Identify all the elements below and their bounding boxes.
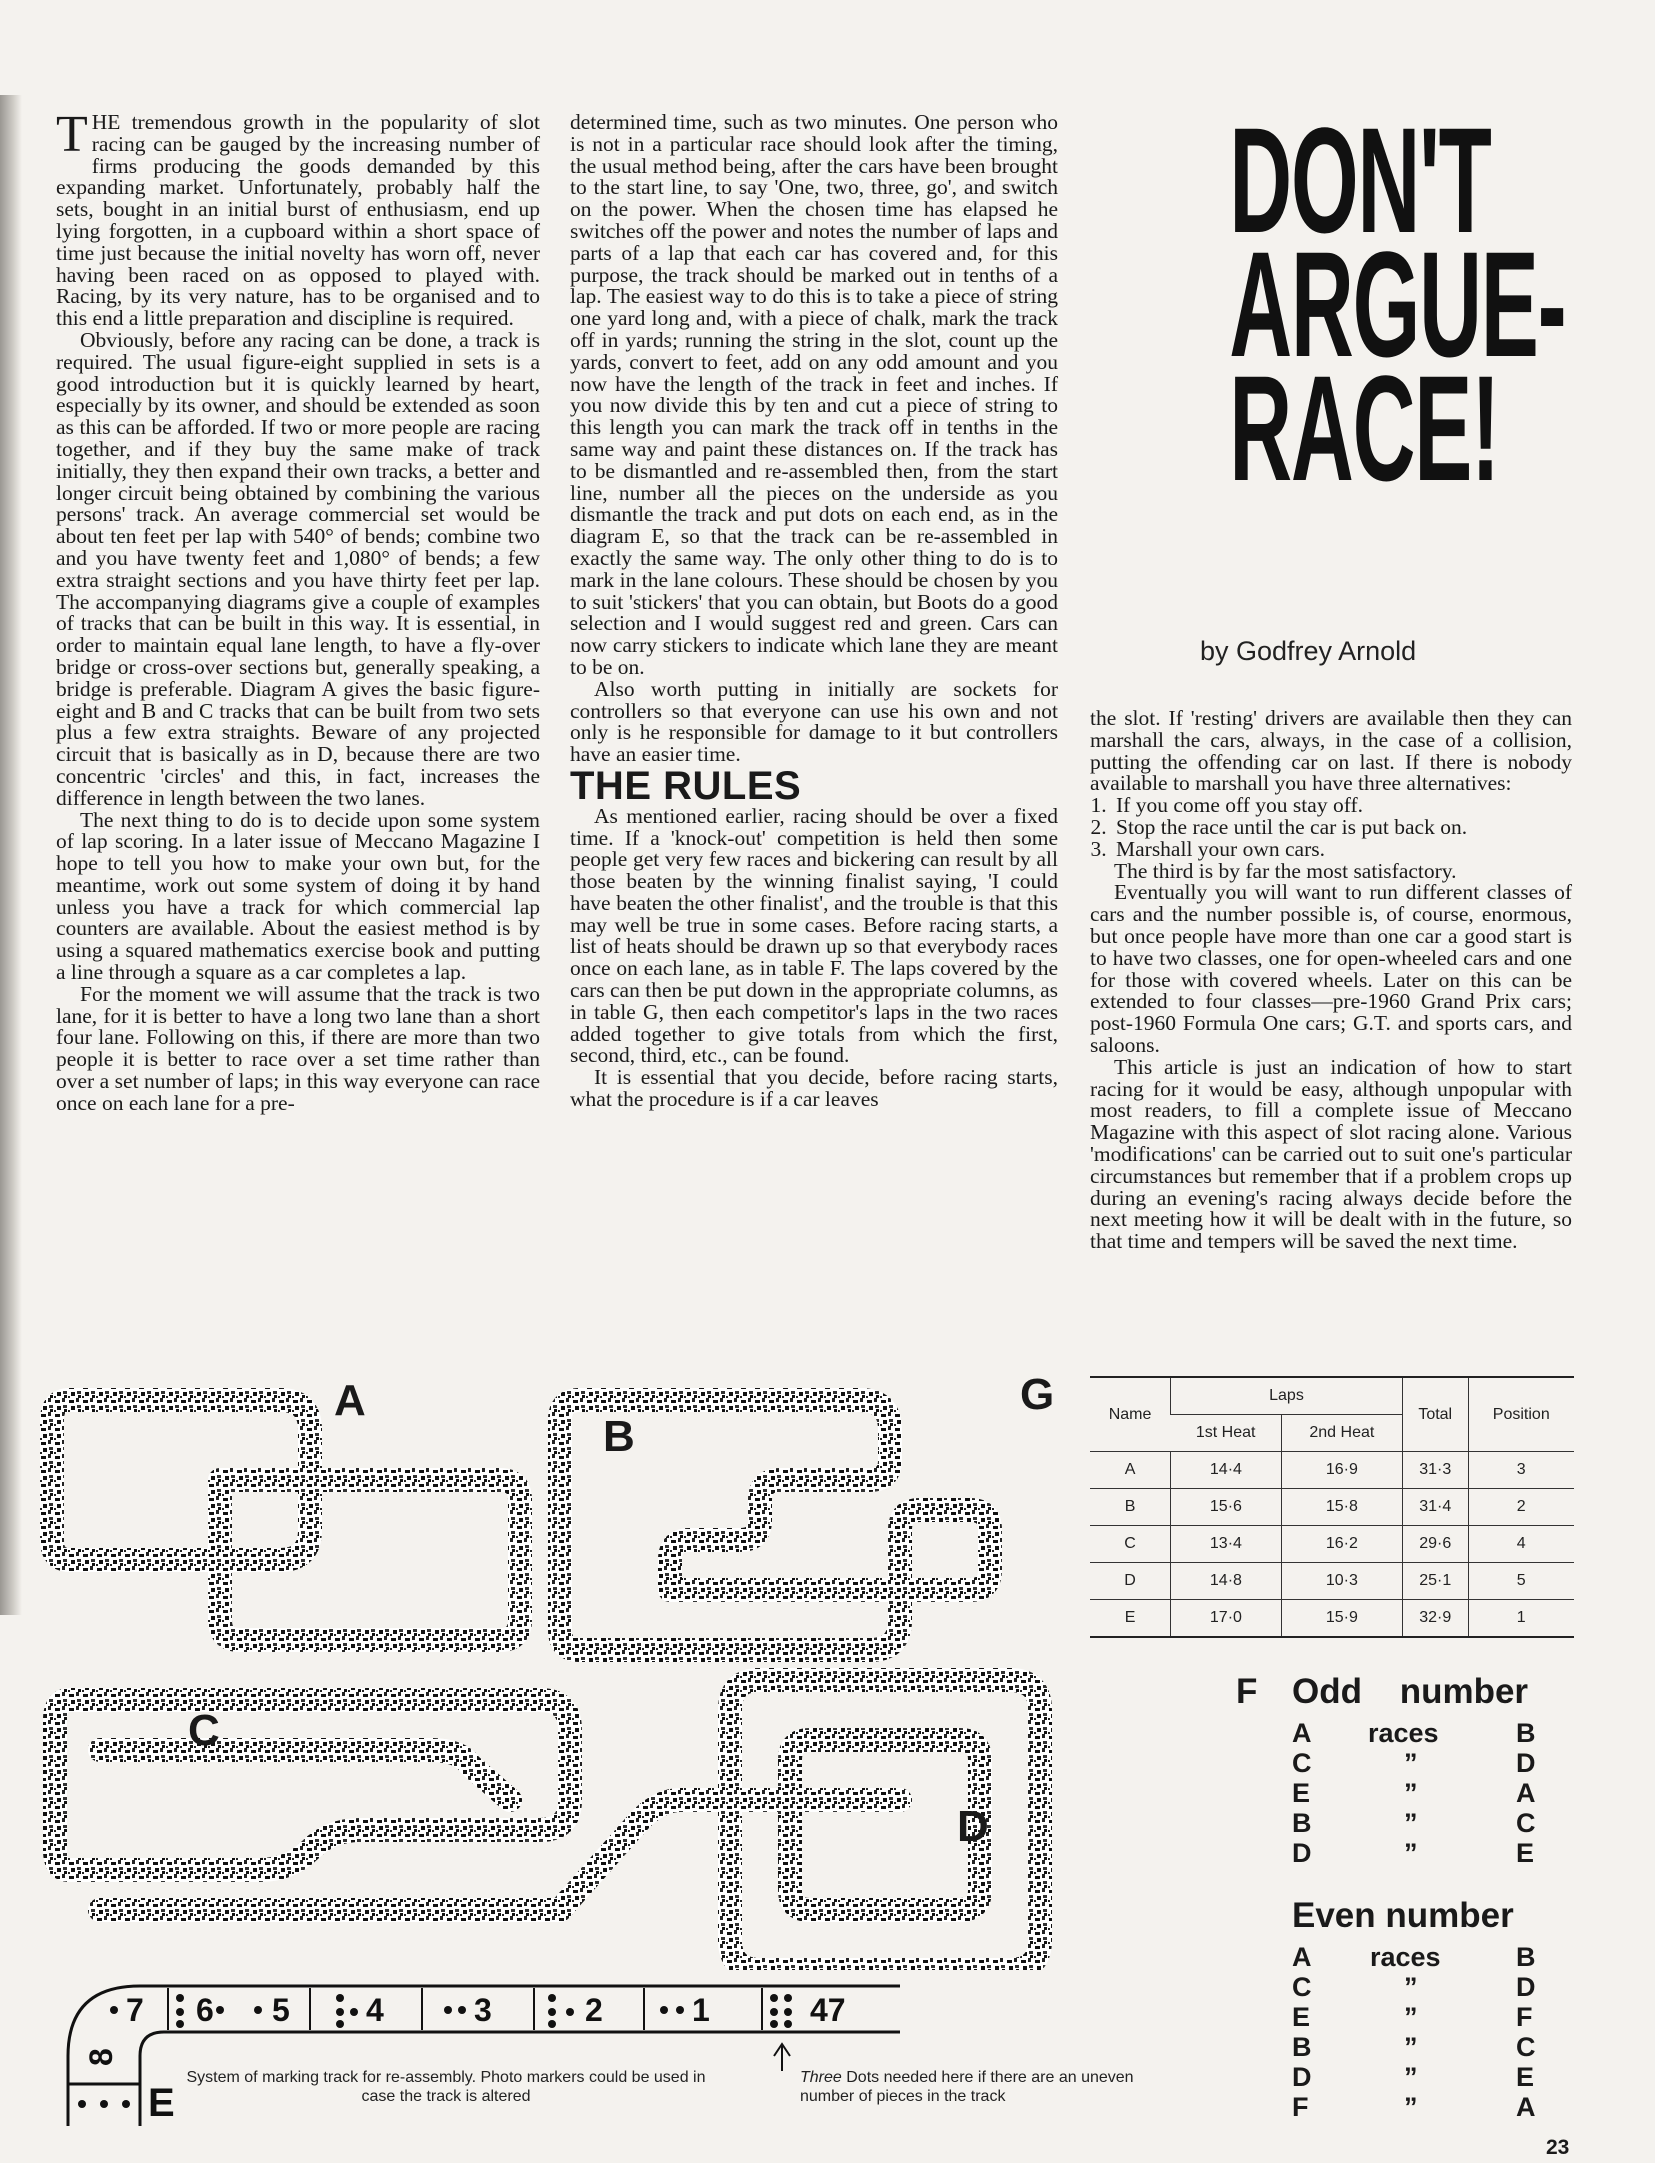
track-c-inner	[100, 1750, 510, 1800]
drop-cap: T	[56, 106, 88, 163]
text-column-1	[56, 106, 540, 1115]
diagram-label-d: D	[957, 1802, 989, 1851]
byline: by Godfrey Arnold	[1200, 636, 1417, 666]
table-row: E 17·0 15·9 32·9 1	[1090, 1600, 1574, 1638]
col-header-total: Total	[1402, 1377, 1468, 1452]
paragraph: This article is just an indication of how to start racing for it would be easy, although unpopular with most readers, to fill a complete issue of Meccano Magazine with this aspect of slot racing alone. Various 'modifications' can be carried out to suit one's particular circumstances but remember that if a problem crops up during an evening's racing always decide before the next meeting how it will be dealt with in the future, so that time and tempers will be saved the next time.	[1090, 1054, 1572, 1254]
col-header-laps: Laps	[1171, 1377, 1403, 1415]
track-d-inner	[790, 1740, 980, 1910]
diagram-label-a: A	[334, 1376, 366, 1425]
paragraph: the slot. If 'resting' drivers are available then they can marshall the cars, always, in the case of a collision, putting the offending car on last. If there is nobody available to marshall you have three alternatives:	[1090, 706, 1572, 796]
text-column-2	[570, 112, 1058, 1111]
diagram-e-caption-left: System of marking track for re-assembly. Photo markers could be used in case the track is altered	[186, 2069, 706, 2105]
arrow-up-icon	[774, 2044, 790, 2071]
title-line: ARGUE-	[1229, 220, 1566, 388]
diagram-label-g: G	[1020, 1370, 1055, 1419]
list-item: 2. Stop the race until the car is put back on.	[1112, 817, 1572, 839]
marker-1: 1	[692, 1992, 710, 2028]
page-edge-shadow	[0, 95, 22, 1615]
marker-47: 47	[810, 1992, 846, 2028]
paragraph: The next thing to do is to decide upon some system of lap scoring. In a later issue of Meccano Magazine I hope to tell you how to make your own but, for the meantime, work out some system of doing it by hand unless you have a track for which commercial lap counters are available. About the easiest method is by using a squared mathematics exercise book and putting a line through a square as a car completes a lap.	[56, 807, 540, 985]
heat-list-heading: Even number	[1292, 1896, 1514, 1935]
col-header-heat1: 1st Heat	[1171, 1415, 1282, 1452]
table-row: D 14·8 10·3 25·1 5	[1090, 1563, 1574, 1600]
diagram-label-f: F	[1236, 1672, 1258, 1711]
marker-4: 4	[366, 1992, 384, 2028]
paragraph: determined time, such as two minutes. One person who is not in a particular race should look after the timing, the usual method being, after the cars have been brought to the start line, to say 'One, two, three, go', and switch on the power. When the chosen time has elapsed he switches off the power and notes the number of laps and parts of a lap that each car has covered and, for this purpose, the track should be marked out in tenths of a lap. The easiest way to do this is to take a piece of string one yard long and, with a piece of chalk, mark the track off in yards; running the string in the slot, count up the yards, convert to feet, add on any odd amount and you now have the length of the track in feet and inches. If you now divide this by ten and cut a piece of string to this length you can mark the track off in tenths in the same way and paint these distances on. If the track has to be dismantled and re-assembled then, from the start line, number all the pieces on the underside as you dismantle the track and put dots on each end, as in the diagram E, so that the track can be re-assembled in exactly the same way. The only other thing to do is to mark in the lane colours. These should be chosen by you to suit 'stickers' that you can obtain, but Boots do a good selection and I would suggest red and green. Cars can now carry stickers to indicate which lane they are meant to be on.	[570, 110, 1058, 679]
text-column-3	[1090, 708, 1572, 1253]
paragraph: Also worth putting in initially are sockets for controllers so that everyone can use his own and not only is he responsible for damage to it but controllers have an easier time.	[570, 676, 1058, 767]
section-heading: THE RULES	[570, 763, 802, 808]
paragraph: As mentioned earlier, racing should be over a fixed time. If a 'knock-out' competition is held then some people get very few races and bickering can result by all those beaten by the winning finalist saying, 'I could have beaten the other finalist', and the trouble is that this may well be true in some cases. Before racing starts, a list of heats should be drawn up so that everybody races once on each lane, as in table F. The laps covered by the cars can then be put down in the appropriate columns, as in table G, then each competitor's laps in the two races added together to give totals from which the first, second, third, etc., can be found.	[570, 803, 1058, 1068]
col-header-name: Name	[1090, 1377, 1171, 1452]
marker-7: 7	[126, 1992, 144, 2028]
marker-8: 8	[83, 2048, 119, 2066]
diagram-label-c: C	[188, 1706, 220, 1755]
table-row: B 15·6 15·8 31·4 2	[1090, 1489, 1574, 1526]
title-line: RACE!	[1229, 344, 1499, 512]
paragraph: Obviously, before any racing can be done, a track is required. The usual figure-eight supplied in sets is a good introduction but it is quickly learned by heart, especially by its owner, and should be extended as soon as this can be afforded. If two or more people are racing together, and if they buy the same make of track initially, they then expand their own tracks, a better and longer circuit being obtained by combining the various persons' track. An average commercial set would be about ten feet per lap with 540° of bends; combine two and you have twenty feet and 1,080° of bends; a few extra straight sections and you have thirty feet per lap. The accompanying diagrams give a couple of examples of tracks that can be built in this way. It is essential, in order to maintain equal lane length, to have a fly-over bridge or cross-over sections but, generally speaking, a bridge is preferable. Diagram A gives the basic figure-eight and B and C tracks that can be built from two sets plus a few extra straights. Beware of any projected circuit that is basically as in D, because there are two concentric 'circles' and this, in fact, increases the difference in length between the two lanes.	[56, 327, 540, 810]
list-item: 3. Marshall your own cars.	[1112, 839, 1572, 861]
paragraph: It is essential that you decide, before racing starts, what the procedure is if a car leaves	[570, 1065, 1058, 1112]
col-header-position: Position	[1468, 1377, 1574, 1452]
marker-2: 2	[585, 1992, 603, 2028]
table-row: C 13·4 16·2 29·6 4	[1090, 1526, 1574, 1563]
diagram-label-e: E	[148, 2081, 175, 2125]
track-d	[730, 1680, 1040, 1970]
marker-3: 3	[474, 1992, 492, 2028]
paragraph: Eventually you will want to run different classes of cars and the number possible is, of course, enormous, but once people have more than one car a good start is to have two classes, one for open-wheeled cars and one for those with covered wheels. Later on this can be extended to four classes—pre-1960 Grand Prix cars; post-1960 Formula One cars; G.T. and sports cars, and saloons.	[1090, 880, 1572, 1057]
paragraph: THE tremendous growth in the popularity of slot racing can be gauged by the increasing number of firms producing the goods demanded by this expanding market. Unfortunately, probably half the sets, bought in an initial burst of enthusiasm, end up lying forgotten, in a cupboard within a short space of time just because the initial novelty has worn off, never having been raced on as opposed to played with. Racing, by its very nature, has to be organised and to this end a little preparation and discipline is required.	[56, 106, 540, 331]
marker-5: 5	[272, 1992, 290, 2028]
marker-6: 6	[196, 1992, 214, 2028]
heat-list-even	[1292, 1896, 1552, 1936]
results-table	[1090, 1376, 1574, 1638]
paragraph: The third is by far the most satisfactory.	[1114, 858, 1457, 883]
heat-list-even-rows: A races B C ” D E ” F B ” C D ” E F ” A	[1292, 1942, 1536, 2122]
diagram-e-caption-right: Three Dots needed here if there are an uneven number of pieces in the track	[800, 2069, 1134, 2105]
article-title	[1229, 96, 1566, 512]
alternatives-list	[1090, 795, 1572, 860]
list-item: 1. If you come off you stay off.	[1112, 795, 1572, 817]
col-header-heat2: 2nd Heat	[1281, 1415, 1402, 1452]
heat-list-odd-rows: A races B C ” D E ” A B ” C D ” E	[1292, 1718, 1536, 1868]
heat-list-odd	[1292, 1672, 1542, 1712]
heat-list-heading: Odd number	[1292, 1672, 1529, 1711]
paragraph: For the moment we will assume that the track is two lane, for it is better to have a long two lane than a short four lane. Following on this, if there are more than two people it is better to race over a set time rather than over a set number of laps; in this way everyone can race once on each lane for a pre-	[56, 981, 540, 1115]
diagram-label-b: B	[603, 1412, 635, 1461]
table-row: A 14·4 16·9 31·3 3	[1090, 1452, 1574, 1489]
page-number: 23	[1546, 2136, 1570, 2159]
title-line: DON'T	[1229, 96, 1491, 264]
